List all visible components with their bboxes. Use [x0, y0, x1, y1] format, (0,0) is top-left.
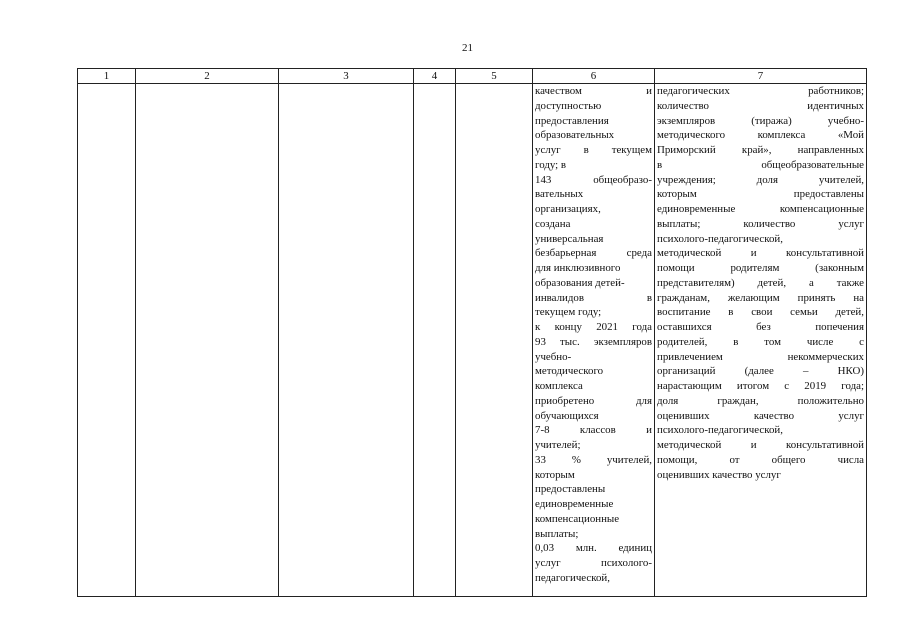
text-line: Приморский край», направленных — [657, 144, 864, 156]
text-line: безбарьерная среда — [535, 247, 652, 260]
text-line: методического комплекса «Мой — [657, 129, 864, 142]
text-line: оставшихся без попечения — [657, 321, 864, 333]
column-header-7: 7 — [655, 69, 867, 84]
text-line: доступностью — [535, 99, 602, 112]
text-line: которым предоставлены — [657, 188, 864, 201]
text-line: организаций (далее – НКО) — [657, 365, 864, 378]
text-line: психолого-педагогической, — [657, 424, 783, 437]
column-header-6: 6 — [533, 69, 655, 84]
text-line: воспитание в свои семьи детей, — [657, 306, 864, 319]
text-line: которым — [535, 468, 575, 481]
cell-col-2 — [136, 84, 279, 597]
text-line: учебно- — [535, 350, 572, 363]
text-line: 0,03 млн. единиц — [535, 542, 652, 555]
page-number: 21 — [462, 42, 473, 54]
text-line: помощи родителям (законным — [657, 262, 864, 274]
text-line: услуг психолого- — [535, 557, 652, 569]
column-header-5: 5 — [456, 69, 533, 84]
column-header-1: 1 — [78, 69, 136, 84]
header-row — [78, 69, 867, 84]
text-line: оценивших качество услуг — [657, 468, 781, 481]
text-line: создана — [535, 217, 571, 230]
text-line: организациях, — [535, 203, 601, 215]
text-line: услуг в текущем — [535, 144, 652, 156]
text-line: единовременные — [535, 498, 614, 510]
text-line: 93 тыс. экземпляров — [535, 335, 652, 348]
text-line: нарастающим итогом с 2019 года; — [657, 380, 864, 392]
text-line: единовременные компенсационные — [657, 203, 864, 215]
cell-col-3 — [279, 84, 414, 597]
text-line: приобретено для — [535, 394, 652, 407]
column-header-4: 4 — [414, 69, 456, 84]
text-line: методической и консультативной — [657, 247, 864, 260]
cell-col-1 — [78, 84, 136, 597]
text-line: 7-8 классов и — [535, 424, 652, 437]
text-line: родителей, в том числе с — [657, 335, 864, 348]
text-line: 33 % учителей, — [535, 453, 652, 466]
text-line: оценивших качество услуг — [657, 409, 864, 422]
cell-col-5 — [456, 84, 533, 597]
text-line: для инклюзивного — [535, 262, 621, 274]
text-line: количество идентичных — [657, 99, 864, 112]
text-line: комплекса — [535, 380, 583, 392]
text-line: универсальная — [535, 232, 604, 245]
text-line: к концу 2021 года — [535, 321, 652, 333]
text-line: привлечением некоммерческих — [657, 350, 864, 363]
document-table — [77, 68, 867, 597]
cell-col-6 — [533, 84, 655, 597]
text-line: учреждения; доля учителей, — [657, 173, 864, 186]
text-line: психолого-педагогической, — [657, 232, 783, 245]
text-line: вательных — [535, 188, 584, 201]
text-line: предоставления — [535, 114, 609, 127]
text-line: учителей; — [535, 439, 581, 451]
text-line: доля граждан, положительно — [657, 394, 864, 407]
column-header-3: 3 — [279, 69, 414, 84]
text-line: методического — [535, 365, 604, 378]
text-line: экземпляров (тиража) учебно- — [657, 114, 864, 127]
text-line: педагогических работников; — [657, 85, 864, 97]
text-line: предоставлены — [535, 483, 606, 496]
text-line: обучающихся — [535, 409, 599, 422]
cell-col-7 — [655, 84, 867, 597]
text-line: образовательных — [535, 129, 615, 142]
text-line: помощи, от общего числа — [657, 453, 864, 466]
text-line: в общеобразовательные — [657, 158, 864, 171]
table-row — [78, 84, 867, 597]
column-header-2: 2 — [136, 69, 279, 84]
text-line: текущем году; — [535, 306, 602, 319]
text-line: выплаты; количество услуг — [657, 217, 864, 230]
text-line: компенсационные — [535, 512, 620, 525]
text-line: выплаты; — [535, 527, 579, 540]
text-line: методической и консультативной — [657, 439, 864, 451]
text-line: педагогической, — [535, 571, 610, 584]
text-line: представителям) детей, а также — [657, 276, 864, 289]
text-line: гражданам, желающим принять на — [657, 291, 864, 304]
text-line: образования детей- — [535, 276, 625, 289]
text-line: инвалидов в — [535, 291, 652, 304]
text-line: году; в — [535, 158, 567, 171]
text-line: 143 общеобразо- — [535, 173, 652, 186]
cell-col-4 — [414, 84, 456, 597]
text-line: качеством и — [535, 85, 652, 97]
